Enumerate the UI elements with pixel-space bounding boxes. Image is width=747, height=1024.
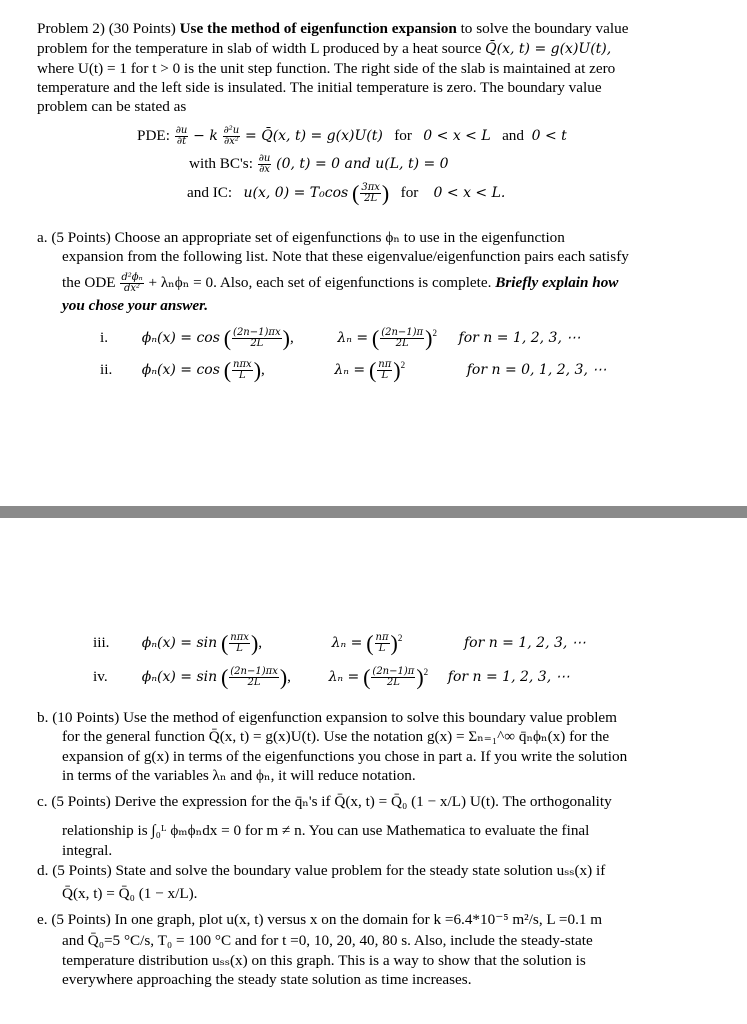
part-b-line-2: for the general function Q̄(x, t) = g(x)U(t). Use the notation g(x) = Σₙ₌₁^∞ q̄ₙϕₙ(x) for the xyxy=(62,728,610,745)
ic-line: and IC: u(x, 0) = T₀cos ( $\frac{3\pi x}{2L}$ ) for 0 < x < L. xyxy=(187,180,506,206)
option-range: for n = 1, 2, 3, ⋯ xyxy=(458,330,581,347)
pde-range-x: 0 < x < L xyxy=(423,127,491,144)
option-number: ii. xyxy=(100,361,113,379)
option-lambda-frac: $\frac{n\pi}{L}$ xyxy=(375,632,389,655)
option-lambda-frac: $\frac{(2n-1)\pi}{2L}$ xyxy=(372,666,415,689)
bc-expr: (0, t) = 0 and u(L, t) = 0 xyxy=(276,155,449,172)
option-lambda: λₙ = xyxy=(337,330,369,347)
option-phi: ϕₙ(x) = sin xyxy=(141,635,218,652)
part-c-line-1 xyxy=(37,793,612,811)
ic-label: and IC: xyxy=(187,183,233,201)
option-phi: ϕₙ(x) = cos xyxy=(141,362,220,379)
intro-line-2 xyxy=(37,40,611,58)
part-a-line-1: a. (5 Points) Choose an appropriate set of eigenfunctions ϕₙ to use in the eigenfunction xyxy=(37,229,565,246)
part-d-line-2: Q̄(x, t) = Q̄₀ (1 − x/L). xyxy=(62,885,198,902)
option-i: i. ϕₙ(x) = cos ( $\frac{(2n-1)\pi x}{2L}$ ), λₙ = ( $\frac{(2n-1)\pi}{2L}$ )$^2$ for n = 1, 2, 3, ⋯ xyxy=(100,325,581,351)
explain-emphasis: Briefly explain how xyxy=(495,273,619,291)
pde-for: for xyxy=(394,126,412,144)
method-emphasis: Use the method of eigenfunction expansion xyxy=(179,20,457,37)
ic-expr: u(x, 0) = T₀cos xyxy=(243,184,349,201)
option-phi: ϕₙ(x) = sin xyxy=(141,669,218,686)
ode-frac: $\frac{\text{d²ϕₙ}}{\text{dx²}}$ xyxy=(121,272,143,294)
option-range: for n = 1, 2, 3, ⋯ xyxy=(463,635,586,652)
option-iv: iv. ϕₙ(x) = sin ( $\frac{(2n-1)\pi x}{2L}$ ), λₙ = ( $\frac{(2n-1)\pi}{2L}$ )$^2$ for n = 1, 2, 3, ⋯ xyxy=(93,664,570,690)
part-e-line-4: everywhere approaching the steady state solution as time increases. xyxy=(62,971,472,988)
option-lambda: λₙ = xyxy=(328,669,360,686)
intro-line-3: where U(t) = 1 for t > 0 is the unit step function. The right side of the slab is maintained at zero xyxy=(37,60,616,77)
option-ii: ii. ϕₙ(x) = cos ( $\frac{\text{nπx}}{L}$ ), λₙ = ( $\frac{n\pi}{L}$ )$^2$ for n = 0, 1, 2, 3, ⋯ xyxy=(100,357,607,383)
option-arg: $\frac{\text{nπx}}{L}$ xyxy=(230,632,249,655)
ic-arg-frac: $\frac{3\pi x}{2L}$ xyxy=(361,182,380,204)
option-range: for n = 1, 2, 3, ⋯ xyxy=(447,669,570,686)
part-c-line-3: integral. xyxy=(62,842,113,859)
pde-range-t: 0 < t xyxy=(531,127,567,144)
pde-label: PDE: xyxy=(137,126,170,144)
option-arg: $\frac{(2n-1)\pi x}{2L}$ xyxy=(233,327,281,350)
part-e-line-2: and Q̄₀=5 °C/s, T₀ = 100 °C and for t =0, 10, 20, 40, 80 s. Also, include the steady-state xyxy=(62,932,593,949)
part-a-line-2: expansion from the following list. Note that these eigenvalue/eigenfunction pairs each satisfy xyxy=(62,248,629,265)
option-iii: iii. ϕₙ(x) = sin ( $\frac{\text{nπx}}{L}$ ), λₙ = ( $\frac{n\pi}{L}$ )$^2$ for n = 1, 2, 3, ⋯ xyxy=(93,630,586,656)
ic-range: 0 < x < L. xyxy=(433,184,506,201)
option-lambda: λₙ = xyxy=(331,635,363,652)
option-arg: $\frac{\text{nπx}}{L}$ xyxy=(233,359,252,382)
bc-line xyxy=(189,154,449,175)
explain-emphasis-2: you chose your answer. xyxy=(62,297,208,314)
option-range: for n = 0, 1, 2, 3, ⋯ xyxy=(466,362,607,379)
option-number: i. xyxy=(100,329,109,347)
du-dx-frac: $\frac{\partial u}{\partial x}$ xyxy=(258,153,271,175)
pde-line: PDE: $\frac{\partial u}{\partial t}$ − k $\frac{\text{∂²u}}{\text{∂x²}}$ = Q̄(x, t) = g(x)U(t) for 0 < x < L and 0 < t xyxy=(137,125,567,147)
option-phi: ϕₙ(x) = cos xyxy=(141,330,220,347)
pde-rhs: = Q̄(x, t) = g(x)U(t) xyxy=(245,127,383,144)
ic-for: for xyxy=(400,183,419,201)
ode-text: + λₙϕₙ = 0. Also, each set of eigenfunctions is complete. xyxy=(148,273,492,291)
intro-line-5: problem can be stated as xyxy=(37,98,187,115)
intro-text: to solve the boundary value xyxy=(460,20,629,37)
part-e-line-1: e. (5 Points) In one graph, plot u(x, t) versus x on the domain for k =6.4*10⁻⁵ m²/s, L =0.1 m xyxy=(37,911,603,928)
part-c-text: c. (5 Points) Derive the expression for the q̄ₙ's if Q̄(x, t) = Q̄₀ xyxy=(37,793,408,810)
part-e-line-3: temperature distribution uₛₛ(x) on this graph. This is a way to show that the solution is xyxy=(62,952,586,969)
option-arg: $\frac{(2n-1)\pi x}{2L}$ xyxy=(230,666,278,689)
page-divider xyxy=(0,506,747,518)
intro-line-4: temperature and the left side is insulated. The initial temperature is zero. The boundary value xyxy=(37,79,602,96)
option-lambda: λₙ = xyxy=(334,362,366,379)
ode-label: the ODE xyxy=(62,273,116,291)
part-c-text-2: (1 − x/L) U(t). The orthogonality xyxy=(411,793,612,810)
option-lambda-frac: $\frac{(2n-1)\pi}{2L}$ xyxy=(381,327,424,350)
part-a-line-4 xyxy=(62,297,208,315)
part-c-line-2: relationship is ∫₀ᴸ ϕₘϕₙdx = 0 for m ≠ n. You can use Mathematica to evaluate the final xyxy=(62,822,590,839)
d2u-dx2-frac: $\frac{\text{∂²u}}{\text{∂x²}}$ xyxy=(223,125,240,147)
part-b-line-4: in terms of the variables λₙ and ϕₙ, it will reduce notation. xyxy=(62,767,416,784)
option-lambda-frac: $\frac{n\pi}{L}$ xyxy=(378,359,392,382)
intro-line-1 xyxy=(37,20,628,38)
option-number: iv. xyxy=(93,668,108,686)
bc-label: with BC's: xyxy=(189,154,253,172)
problem-heading: Problem 2) (30 Points) xyxy=(37,20,176,37)
intro-text: problem for the temperature in slab of width L produced by a heat source xyxy=(37,40,482,57)
du-dt-frac: $\frac{\partial u}{\partial t}$ xyxy=(175,125,188,147)
part-d-line-1: d. (5 Points) State and solve the boundary value problem for the steady state solution uₛₛ(x) if xyxy=(37,862,606,879)
part-a-line-3 xyxy=(62,273,618,294)
part-b-line-1: b. (10 Points) Use the method of eigenfunction expansion to solve this boundary value problem xyxy=(37,709,617,726)
option-number: iii. xyxy=(93,634,110,652)
pde-and: and xyxy=(502,126,524,144)
part-b-line-3: expansion of g(x) in terms of the eigenfunctions you chose in part a. If you write the solution xyxy=(62,748,628,765)
heat-source-expr: Q̄(x, t) = g(x)U(t), xyxy=(485,41,612,57)
